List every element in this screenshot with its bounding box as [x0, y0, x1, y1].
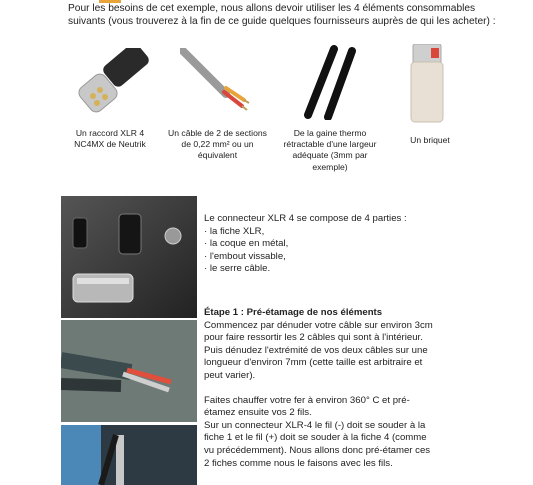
product-caption-lighter: Un briquet [410, 135, 450, 145]
step1-line: Commencez par dénuder votre câble sur environ 3cm [204, 319, 433, 331]
cable-icon [180, 48, 250, 123]
lighter-icon [405, 44, 455, 129]
connector-description [204, 213, 444, 276]
step1-line: vu précédemment). Nous allons donc pré-étamer ces [204, 444, 431, 456]
step1-line: fiche 1 et le fil (+) doit se souder à la fiche 4 (comme [204, 432, 427, 444]
connector-part: · le serre câble. [204, 263, 271, 275]
step1-section [204, 307, 444, 470]
step1-line: peut varier). [204, 369, 256, 381]
step1-line: Faites chauffer votre fer à environ 360° C et pré- [204, 394, 410, 406]
intro-paragraph: Pour les besoins de cet exemple, nous allons devoir utiliser les 4 éléments consommables suivants (vous trouverez à la fin de ce guide quelques fournisseurs auprès de qui les acheter) : [68, 3, 496, 27]
product-caption-xlr: Un raccord XLR 4 NC4MX de Neutrik [74, 128, 146, 150]
step1-line: 2 fiches comme nous le faisons avec les fils. [204, 457, 393, 469]
product-caption-cable: Un câble de 2 de sections de 0,22 mm² ou un équivalent [168, 128, 267, 161]
step1-title: Étape 1 : Pré-étamage de nos éléments [204, 307, 383, 318]
connector-part: · la fiche XLR, [204, 225, 265, 237]
connector-intro: Le connecteur XLR 4 se compose de 4 parties : [204, 213, 407, 224]
step1-line: étamez ensuite vos 2 fils. [204, 407, 312, 419]
stripped-cable-photo [61, 320, 197, 422]
soldering-photo [61, 425, 197, 485]
connector-parts-photo [61, 196, 197, 318]
step1-line: Sur un connecteur XLR-4 le fil (-) doit se souder à la [204, 419, 426, 431]
connector-part: · la coque en métal, [204, 238, 289, 250]
connector-part: · l'embout vissable, [204, 250, 286, 262]
step1-line: Puis dénudez l'extrémité de vos deux câbles sur une [204, 344, 428, 356]
xlr-connector-icon [70, 48, 150, 123]
step1-line: longueur d'environ 7mm (cette taille est arbitraire et [204, 357, 423, 369]
product-caption-heat-shrink: De la gaine thermo rétractable d'une largeur adéquate (3mm par exemple) [283, 128, 377, 172]
step1-line: pour faire ressortir les 2 câbles qui sont à l'intérieur. [204, 332, 423, 344]
heat-shrink-icon [300, 45, 360, 125]
paragraph-gap [204, 383, 444, 395]
